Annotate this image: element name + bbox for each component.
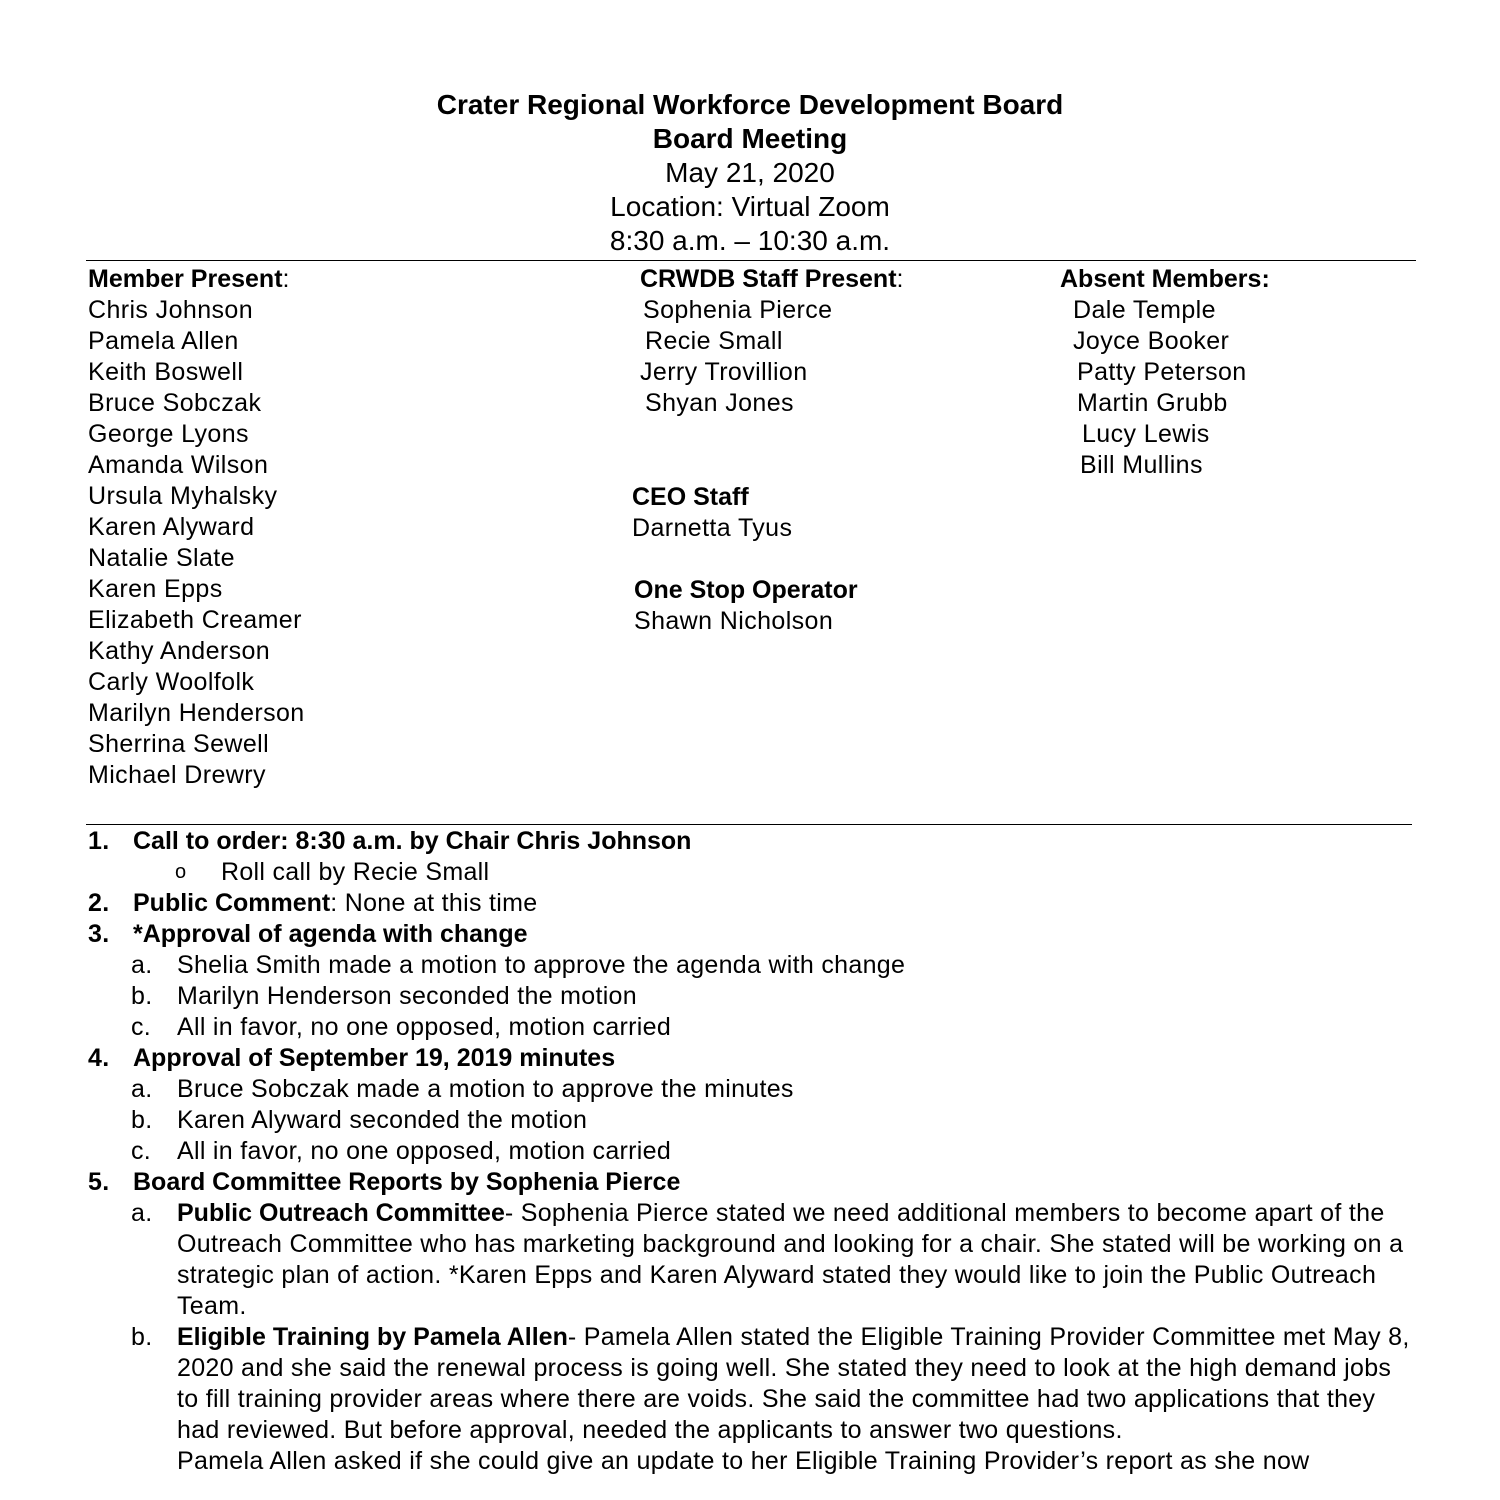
meeting-time: 8:30 a.m. – 10:30 a.m. bbox=[609, 225, 891, 256]
member-name: Bruce Sobczak bbox=[88, 389, 262, 417]
member-name: Pamela Allen bbox=[88, 327, 239, 355]
agenda-bullet: o Roll call by Recie Small bbox=[175, 858, 490, 886]
member-name: Sherrina Sewell bbox=[88, 730, 270, 758]
staff-name: Sophenia Pierce bbox=[643, 296, 833, 324]
ceo-staff-column bbox=[632, 482, 792, 544]
attendance-divider bbox=[86, 824, 1412, 825]
absent-member-name: Lucy Lewis bbox=[1082, 420, 1210, 448]
agenda-continuation: Pamela Allen asked if she could give an update to her Eligible Training Provider’s report as she now bbox=[177, 1447, 1310, 1475]
staff-name: Shyan Jones bbox=[645, 389, 794, 417]
meeting-title: Board Meeting bbox=[652, 123, 848, 154]
agenda-item-3: 3. *Approval of agenda with change bbox=[88, 920, 528, 948]
staff-present-column bbox=[640, 264, 904, 419]
top-divider bbox=[86, 260, 1416, 261]
agenda-sub-item: b. Marilyn Henderson seconded the motion bbox=[131, 982, 637, 1010]
agenda-list bbox=[88, 826, 1418, 1477]
one-stop-column bbox=[634, 575, 858, 637]
org-title: Crater Regional Workforce Development Board bbox=[436, 89, 1064, 120]
agenda-item-4: 4. Approval of September 19, 2019 minutes bbox=[88, 1044, 616, 1072]
staff-name: Jerry Trovillion bbox=[640, 358, 808, 386]
member-name: Marilyn Henderson bbox=[88, 699, 305, 727]
member-name: Natalie Slate bbox=[88, 544, 235, 572]
members-present-column bbox=[88, 264, 305, 791]
one-stop-name: Shawn Nicholson bbox=[634, 607, 834, 635]
absent-member-name: Joyce Booker bbox=[1073, 327, 1230, 355]
absent-member-name: Dale Temple bbox=[1073, 296, 1216, 324]
ceo-staff-name: Darnetta Tyus bbox=[632, 514, 793, 542]
agenda-sub-item: a. Bruce Sobczak made a motion to approve the minutes bbox=[131, 1075, 794, 1103]
agenda-item-5: 5. Board Committee Reports by Sophenia Pierce bbox=[88, 1168, 681, 1196]
ceo-staff-heading: CEO Staff bbox=[632, 483, 749, 511]
agenda-sub-item: a. Public Outreach Committee- Sophenia Pierce stated we need additional members to become apart of the Outreach Committee who has marketing background and looking for a chair. She stated will be working on a strategic plan of action. *Karen Epps and Karen Alyward stated they would like to join the Public Outreach Team. bbox=[131, 1199, 1404, 1320]
meeting-date: May 21, 2020 bbox=[665, 157, 835, 188]
one-stop-heading: One Stop Operator bbox=[634, 576, 858, 604]
absent-member-name: Patty Peterson bbox=[1077, 358, 1247, 386]
absent-members-heading: Absent Members: bbox=[1060, 265, 1270, 293]
agenda-sub-item: c. All in favor, no one opposed, motion carried bbox=[131, 1137, 672, 1165]
member-name: Michael Drewry bbox=[88, 761, 266, 789]
agenda-sub-item: b. Eligible Training by Pamela Allen- Pamela Allen stated the Eligible Training Provider Committee met May 8, 2020 and she said the renewal process is going well. She stated they need to look at the high demand jobs to fill training provider areas where there are voids. She said the committee had two applications that they had reviewed. But before approval, needed the applicants to answer two questions. bbox=[131, 1323, 1410, 1444]
agenda-sub-item: c. All in favor, no one opposed, motion carried bbox=[131, 1013, 672, 1041]
member-name: Karen Alyward bbox=[88, 513, 255, 541]
meeting-location: Location: Virtual Zoom bbox=[610, 191, 890, 222]
member-name: Chris Johnson bbox=[88, 296, 254, 324]
absent-member-name: Bill Mullins bbox=[1080, 451, 1203, 479]
member-name: Carly Woolfolk bbox=[88, 668, 255, 696]
member-name: Keith Boswell bbox=[88, 358, 244, 386]
member-name: Amanda Wilson bbox=[88, 451, 269, 479]
staff-name: Recie Small bbox=[645, 327, 783, 355]
member-name: Karen Epps bbox=[88, 575, 223, 603]
staff-present-heading: CRWDB Staff Present: bbox=[640, 265, 904, 293]
member-name: Ursula Myhalsky bbox=[88, 482, 278, 510]
agenda-item-2: 2. Public Comment: None at this time bbox=[88, 889, 538, 917]
member-name: Elizabeth Creamer bbox=[88, 606, 302, 634]
members-present-heading: Member Present: bbox=[88, 265, 290, 293]
absent-member-name: Martin Grubb bbox=[1077, 389, 1228, 417]
agenda-item-1: 1. Call to order: 8:30 a.m. by Chair Chris Johnson bbox=[88, 827, 692, 855]
agenda-sub-item: b. Karen Alyward seconded the motion bbox=[131, 1106, 588, 1134]
absent-members-column bbox=[1060, 264, 1270, 481]
bullet-marker: o bbox=[175, 861, 187, 883]
agenda-sub-item: a. Shelia Smith made a motion to approve the agenda with change bbox=[131, 951, 906, 979]
member-name: George Lyons bbox=[88, 420, 249, 448]
member-name: Kathy Anderson bbox=[88, 637, 271, 665]
